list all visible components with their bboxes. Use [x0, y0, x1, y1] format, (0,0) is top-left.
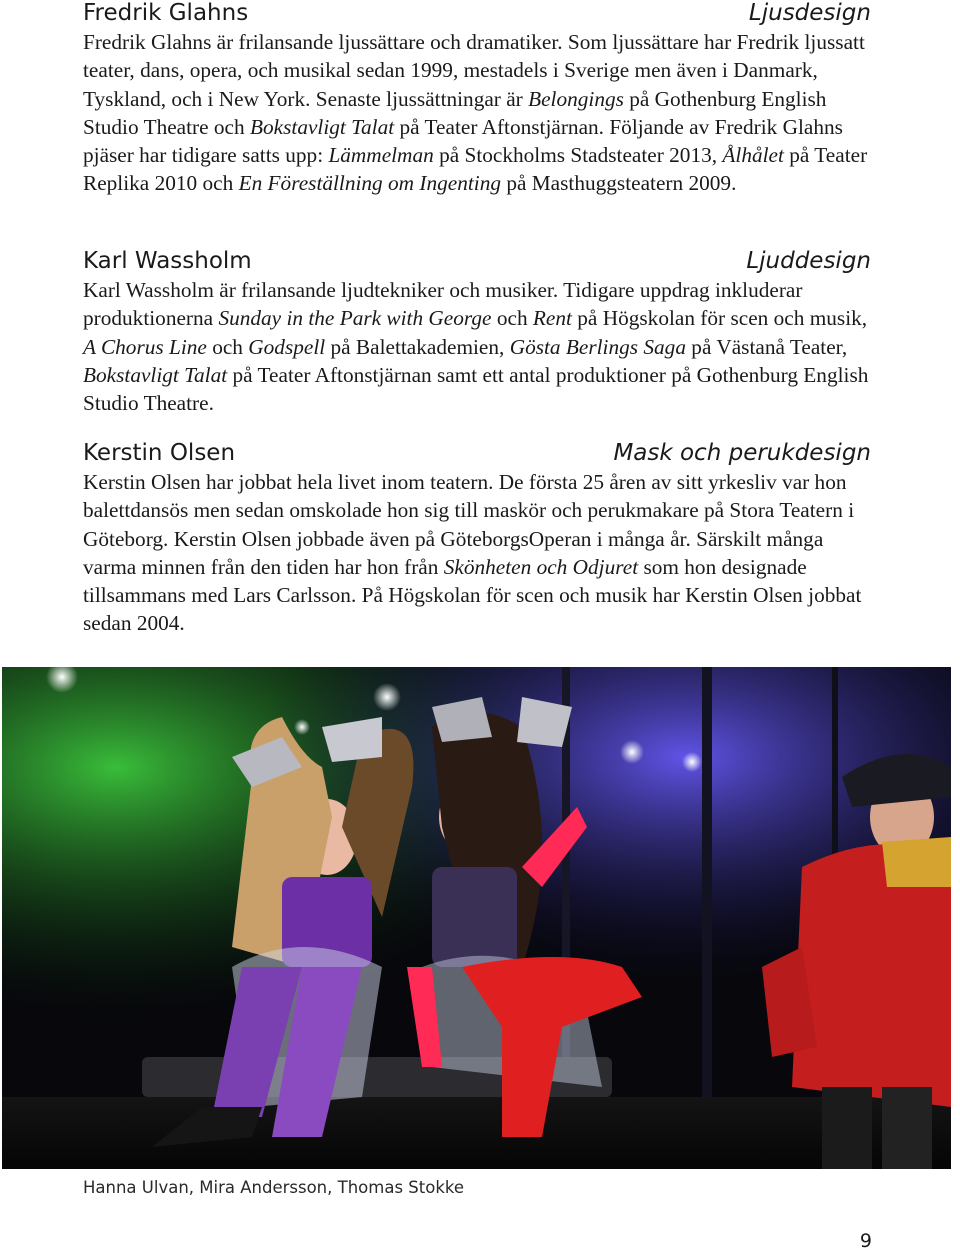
text-segment: och — [206, 334, 249, 359]
bio-header — [83, 248, 871, 274]
italic-title: Skönheten och Odjuret — [443, 554, 639, 579]
italic-title: Lämmelman — [328, 143, 434, 168]
text-segment: Fredrik Glahns är frilansande ljussättare och dramatiker. Som ljussättare har Fredrik ljussatt teater, dans, opera, och musikal sedan 1999, mestadels i Sverige men även i Danmark, Tyskland, och i New York. Senaste ljussättningar är — [83, 30, 865, 111]
italic-title: En Föreställning om Ingenting — [238, 171, 501, 196]
italic-title: Bokstavligt Talat — [250, 114, 395, 139]
bio-name: Karl Wassholm — [83, 248, 252, 274]
bio-role: Ljuddesign — [746, 248, 871, 274]
bio-role: Mask och perukdesign — [613, 440, 871, 466]
bio-text — [83, 28, 871, 198]
text-segment: som hon designade tillsammans med Lars Carlsson. På Högskolan för scen och musik har Kerstin Olsen jobbat sedan 2004. — [83, 554, 862, 636]
text-segment: på Gothenburg English Studio Theatre och — [83, 86, 827, 139]
bio-header — [83, 0, 871, 26]
text-segment: på Teater Aftonstjärnan samt ett antal produktioner på Gothenburg English Studio Theatre. — [83, 362, 869, 416]
text-segment: på Teater Aftonstjärnan. Följande av Fredrik Glahns pjäser har tidigare satts upp: — [83, 114, 843, 168]
bio-text — [83, 276, 871, 417]
text-segment: på Högskolan för scen och musik, — [571, 306, 868, 331]
italic-title: Bokstavligt Talat — [83, 362, 228, 387]
bio-role: Ljusdesign — [748, 0, 871, 26]
text-segment: på Masthuggsteatern 2009. — [501, 171, 737, 196]
stage-photo-illustration — [2, 667, 951, 1169]
italic-title: Ålhålet — [722, 143, 784, 168]
text-segment: på Västanå Teater, — [685, 334, 848, 359]
text-segment: och — [491, 306, 533, 331]
text-segment: Kerstin Olsen har jobbat hela livet inom teatern. De första 25 åren av sitt yrkesliv var hon balettdansös men sedan omskolade hon sig till maskör och perukmakare på Stora Teatern i Göteborg. Kerstin Olsen jobbade även på GöteborgsOperan i många år. Särskilt många varma minnen från den tiden har hon från — [83, 470, 855, 579]
text-segment: på Balettakademien, — [325, 334, 510, 359]
italic-title: A Chorus Line — [83, 334, 207, 359]
bio-section-fredrik-glahns — [83, 0, 871, 198]
bio-section-kerstin-olsen — [83, 440, 871, 638]
photo-caption: Hanna Ulvan, Mira Andersson, Thomas Stokke — [83, 1178, 464, 1197]
italic-title: Rent — [532, 306, 572, 331]
stage-photo — [2, 667, 951, 1169]
bio-name: Kerstin Olsen — [83, 440, 236, 466]
text-segment: Karl Wassholm är frilansande ljudtekniker och musiker. Tidigare uppdrag inkluderar produktionerna — [83, 278, 803, 331]
italic-title: Belongings — [528, 86, 624, 111]
bio-section-karl-wassholm — [83, 248, 871, 417]
text-segment: på Stockholms Stadsteater 2013, — [433, 143, 723, 168]
page-number: 9 — [859, 1230, 872, 1252]
italic-title: Sunday in the Park with George — [218, 306, 492, 331]
italic-title: Godspell — [248, 334, 326, 359]
bio-name: Fredrik Glahns — [83, 0, 249, 26]
bio-text — [83, 468, 871, 638]
italic-title: Gösta Berlings Saga — [509, 334, 686, 359]
text-segment: på Teater Replika 2010 och — [83, 143, 868, 196]
bio-header — [83, 440, 871, 466]
